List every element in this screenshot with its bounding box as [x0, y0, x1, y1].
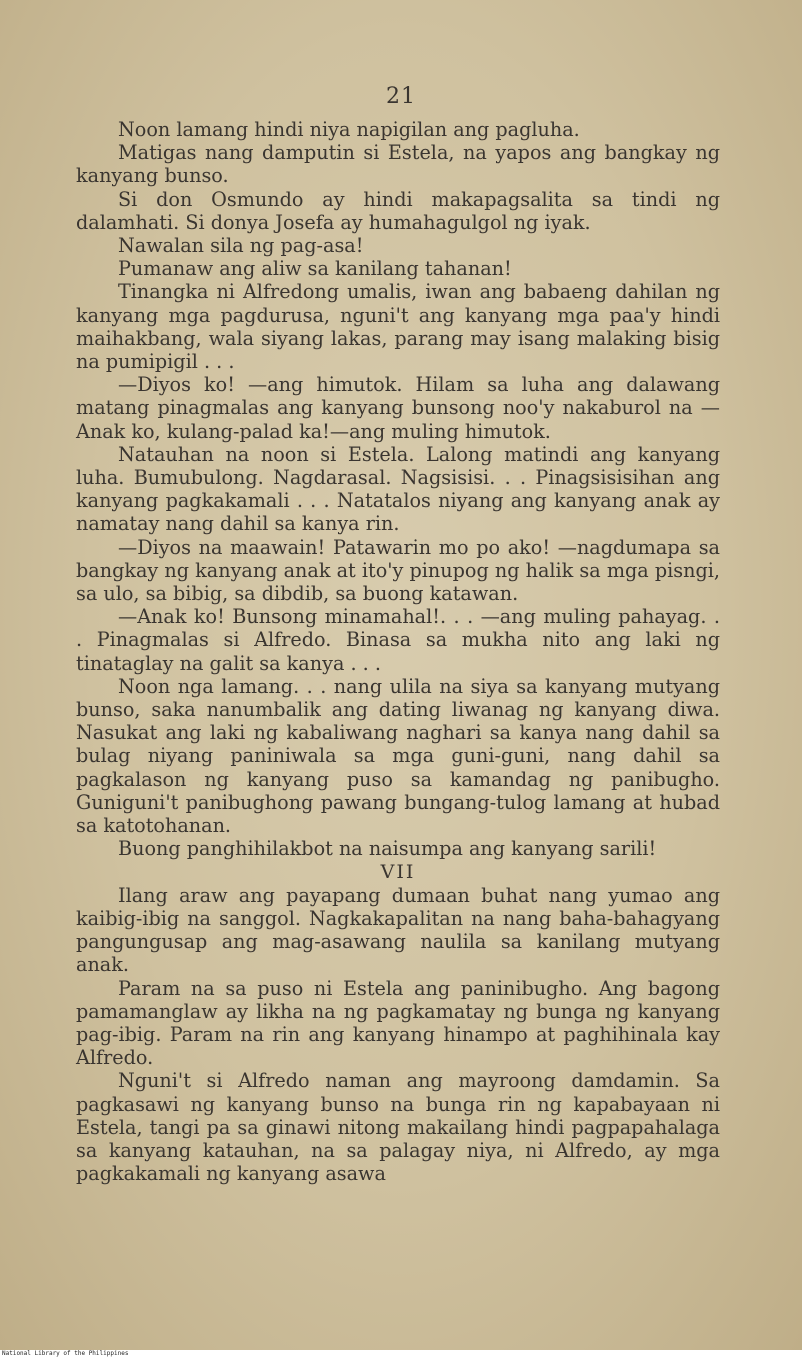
page-number: 21: [386, 84, 416, 109]
paragraph: —Diyos ko! —ang himutok. Hilam sa luha ang dalawang matang pinagmalas ang kanyang bunsong noo'y nakaburol na —Anak ko, kulang-palad ka!—ang muling himutok.: [76, 373, 720, 443]
paragraph: Param na sa puso ni Estela ang paninibugho. Ang bagong pamamanglaw ay likha na ng pagkamatay ng bunga ng kanyang pag-ibig. Param na rin ang kanyang hinampo at paghihinala kay Alfredo.: [76, 976, 720, 1070]
paragraph: Noon lamang hindi niya napigilan ang pagluha.: [118, 118, 580, 141]
body-text: [76, 118, 720, 1185]
paragraph: Ilang araw ang payapang dumaan buhat nang yumao ang kaibig-ibig na sanggol. Nagkakapalitan na nang baha-bahagyang pangungusap ang mag-asawang naulila sa kanilang mutyang anak.: [76, 883, 720, 977]
paragraph: —Diyos na maawain! Patawarin mo po ako! —nagdumapa sa bangkay ng kanyang anak at ito'y pinupog ng halik sa mga pisngi, sa ulo, sa bibig, sa dibdib, sa buong katawan.: [76, 535, 720, 606]
paragraph: Buong panghihilakbot na naisumpa ang kanyang sarili!: [118, 837, 657, 861]
paragraph: —Anak ko! Bunsong minamahal!. . . —ang muling pahayag. . . Pinagmalas si Alfredo. Binasa sa mukha nito ang laki ng tinataglay na galit sa kanya . . .: [76, 605, 720, 675]
paragraph: Natauhan na noon si Estela. Lalong matindi ang kanyang luha. Bumubulong. Nagdarasal. Nagsisisi. . . Pinagsisisihan ang kanyang pagkakamali . . . Natatalos niyang ang kanyang anak ay namatay nang dahil sa kanya rin.: [76, 442, 720, 536]
paragraph: Si don Osmundo ay hindi makapagsalita sa tindi ng dalamhati. Si donya Josefa ay humahagulgol ng iyak.: [76, 187, 720, 234]
paragraph: Nguni't si Alfredo naman ang mayroong damdamin. Sa pagkasawi ng kanyang bunso na bunga rin ng kapabayaan ni Estela, tangi pa sa ginawi nitong makailang hindi pagpapahalaga sa kanyang katauhan, na sa palagay niya, ni Alfredo, ay mga pagkakamali ng kanyang asawa: [76, 1069, 720, 1186]
paragraph: Pumanaw ang aliw sa kanilang tahanan!: [118, 257, 512, 281]
paragraph: Matigas nang damputin si Estela, na yapos ang bangkay ng kanyang bunso.: [76, 141, 720, 188]
paragraph: Tinangka ni Alfredong umalis, iwan ang babaeng dahilan ng kanyang mga pagdurusa, nguni't ang kanyang mga paa'y hindi maihakbang, wala siyang lakas, parang may isang malaking bisig na pumipigil . . .: [76, 280, 720, 374]
chapter-heading: VII: [380, 860, 416, 883]
paragraph: Nawalan sila ng pag-asa!: [118, 234, 364, 258]
footer-credit: National Library of the Philippines: [0, 1350, 802, 1358]
paragraph: Noon nga lamang. . . nang ulila na siya sa kanyang mutyang bunso, saka nanumbalik ang dating liwanag ng kanyang diwa. Nasukat ang laki ng kabaliwang naghari sa kanya nang dahil sa bulag niyang paniniwala sa mga guni-guni, nang dahil sa pagkalason ng kanyang puso sa kamandag ng panibugho. Guniguni't panibughong pawang bungang-tulog lamang at hubad sa katotohanan.: [76, 674, 720, 838]
